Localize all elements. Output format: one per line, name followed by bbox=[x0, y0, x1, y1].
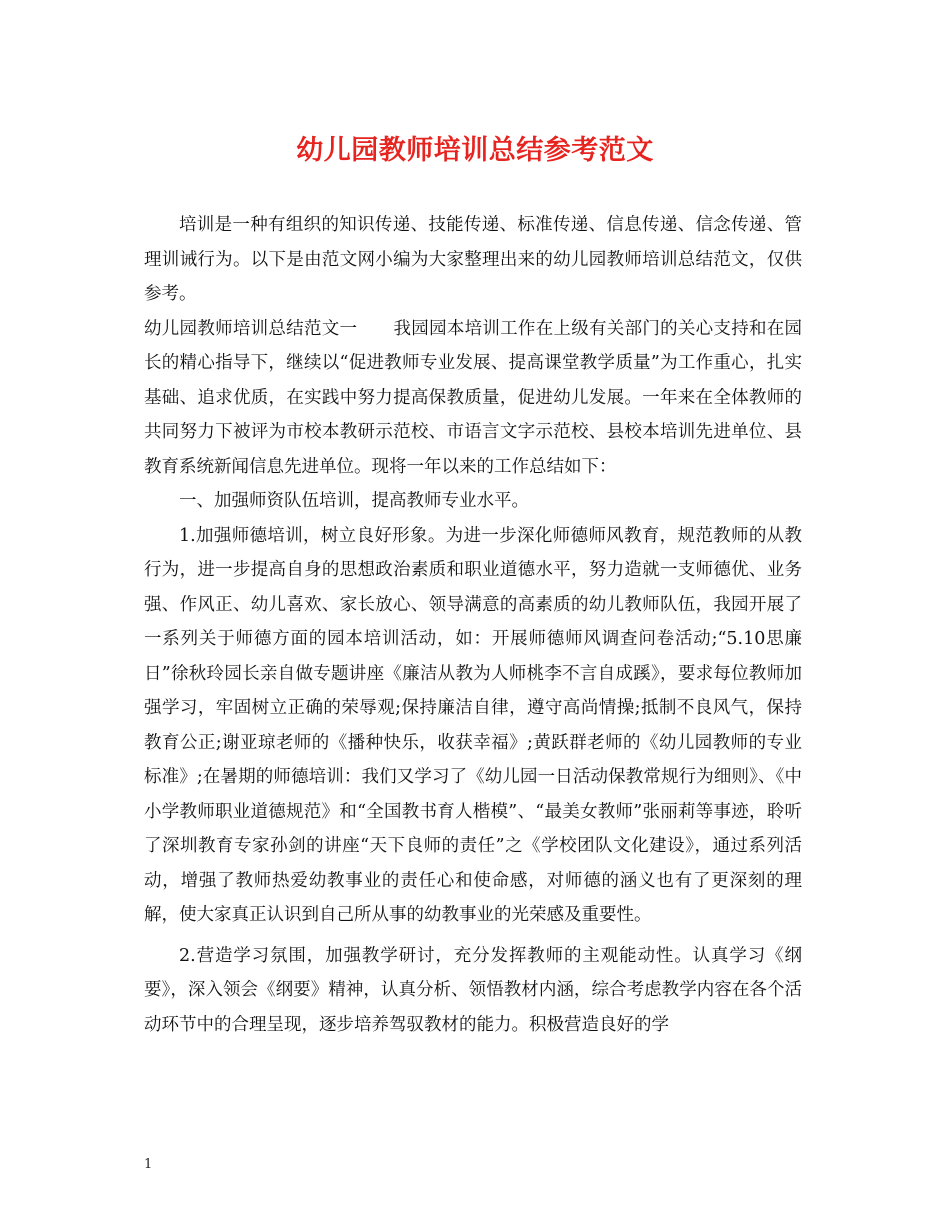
intro-paragraph: 培训是一种有组织的知识传递、技能传递、标准传递、信息传递、信念传递、管理训诫行为。以下是由范文网小编为大家整理出来的幼儿园教师培训总结范文，仅供参考。 bbox=[144, 215, 802, 304]
section-label: 幼儿园教师培训总结范文一 bbox=[144, 318, 358, 339]
section-paragraph bbox=[144, 312, 802, 485]
point-1-paragraph: 1.加强师德培训，树立良好形象。为进一步深化师德师风教育，规范教师的从教行为，进一步提高自身的思想政治素质和职业道德水平，努力造就一支师德优、业务强、作风正、幼儿喜欢、家长放心、领导满意的高素质的幼儿教师队伍，我园开展了一系列关于师德方面的园本培训活动，如：开展师德师风调查问卷活动;“5.10思廉日”徐秋玲园长亲自做专题讲座《廉洁从教为人师桃李不言自成蹊》，要求每位教师加强学习，牢固树立正确的荣辱观;保持廉洁自律，遵守高尚情操;抵制不良风气，保持教育公正;谢亚琼老师的《播种快乐，收获幸福》;黄跃群老师的《幼儿园教师的专业标准》;在暑期的师德培训：我们又学习了《幼儿园一日活动保教常规行为细则》、《中小学教师职业道德规范》和“全国教书育人楷模”、“最美女教师”张丽莉等事迹，聆听了深圳教育专家孙剑的讲座“天下良师的责任”之《学校团队文化建设》，通过系列活动，增强了教师热爱幼教事业的责任心和使命感，对师德的涵义也有了更深刻的理解，使大家真正认识到自己所从事的幼教事业的光荣感及重要性。 bbox=[144, 525, 802, 925]
heading-paragraph: 一、加强师资队伍培训，提高教师专业水平。 bbox=[179, 491, 529, 511]
document-title: 幼儿园教师培训总结参考范文 bbox=[296, 135, 654, 166]
page-number: 1 bbox=[144, 1157, 153, 1172]
point-2-paragraph: 2.营造学习氛围，加强教学研讨，充分发挥教师的主观能动性。认真学习《纲要》，深入领会《纲要》精神，认真分析、领悟教材内涵，综合考虑教学内容在各个活动环节中的合理呈现，逐步培养驾驭教材的能力。积极营造良好的学 bbox=[144, 945, 802, 1035]
document-body bbox=[144, 208, 802, 1042]
section-text: 我园园本培训工作在上级有关部门的关心支持和在园长的精心指导下，继续以“促进教师专业发展、提高课堂教学质量”为工作重心，扎实基础、追求优质，在实践中努力提高保教质量，促进幼儿发展。一年来在全体教师的共同努力下被评为市校本教研示范校、市语言文字示范校、县校本培训先进单位、县教育系统新闻信息先进单位。现将一年以来的工作总结如下： bbox=[144, 318, 803, 477]
